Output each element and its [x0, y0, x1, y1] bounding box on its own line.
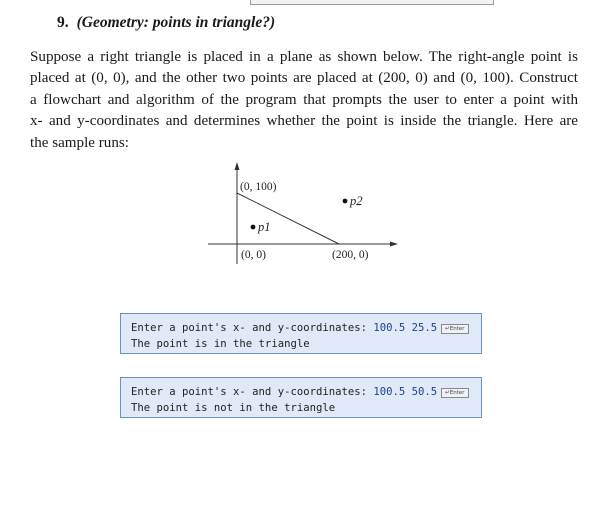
label-p1: p1: [258, 220, 271, 234]
paragraph-line: a flowchart and algorithm of the program that prompts the user to enter a point with: [30, 91, 578, 108]
y-axis-arrow-icon: [235, 162, 240, 170]
point-p2: [343, 199, 348, 204]
enter-key-icon: ↵Enter: [441, 388, 468, 398]
paragraph-line: placed at (0, 0), and the other two points are placed at (200, 0) and (0, 100). Construct: [30, 70, 578, 87]
x-axis-arrow-icon: [390, 242, 398, 247]
console-prompt: Enter a point's x- and y-coordinates:: [131, 386, 374, 398]
paragraph-line: the sample runs:: [30, 134, 129, 151]
sample-run-1: [120, 313, 482, 354]
paragraph-line: x- and y-coordinates and determines whether the point is inside the triangle. Here are: [30, 113, 578, 130]
label-origin: (0, 0): [241, 249, 266, 261]
label-p2: p2: [350, 194, 363, 208]
paragraph-line: Suppose a right triangle is placed in a plane as shown below. The right-angle point is: [30, 49, 578, 65]
point-p1: [251, 225, 256, 230]
console-input: 100.5 25.5: [373, 322, 438, 334]
triangle-diagram: [205, 160, 405, 268]
problem-paragraph: [30, 47, 578, 154]
label-top-vertex: (0, 100): [240, 181, 277, 193]
sample-run-2: [120, 377, 482, 418]
label-right-vertex: (200, 0): [332, 249, 369, 261]
console-line: [131, 384, 481, 400]
exercise-heading: [57, 14, 275, 32]
console-input: 100.5 50.5: [373, 386, 438, 398]
triangle-hypotenuse: [237, 193, 339, 244]
console-output: The point is in the triangle: [131, 338, 310, 350]
exercise-title: (Geometry: points in triangle?): [76, 14, 276, 31]
exercise-number: 9.: [57, 14, 69, 31]
top-rule: [250, 0, 494, 5]
enter-key-icon: ↵Enter: [441, 324, 468, 334]
console-output: The point is not in the triangle: [131, 402, 336, 414]
console-line: [131, 320, 481, 336]
console-prompt: Enter a point's x- and y-coordinates:: [131, 322, 374, 334]
